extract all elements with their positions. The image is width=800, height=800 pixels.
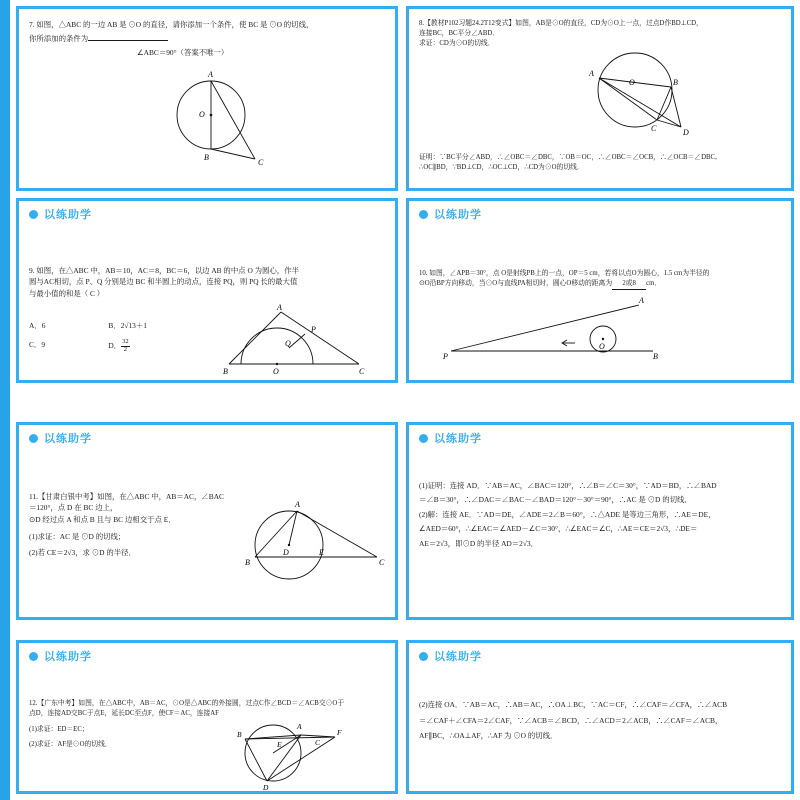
slide-12-header (19, 643, 92, 669)
bullet-icon (419, 210, 428, 219)
slide-11-body (19, 485, 234, 562)
slide-12-line-1: 12.【广东中考】如图，在△ABC中，AB＝AC，⊙O是△ABC的外接圆，过点C作∠BCD＝∠ACB交⊙O于 (29, 700, 345, 707)
slide-11-line-2: ⊙D 经过点 A 和点 B 且与 BC 边相交于点 E． (29, 514, 176, 524)
slide-11-line-1: 11.【甘肃白银中考】如图，在△ABC 中，AB＝AC，∠BAC＝120°，点 D 在 BC 边上， (29, 492, 224, 513)
svg-text:B: B (204, 153, 209, 162)
slide-11-line-4: (2)若 CE＝2√3，求 ⊙D 的半径． (29, 547, 136, 557)
slide-7-figure (159, 67, 299, 179)
slide-12a-header (409, 643, 482, 669)
left-blue-spine (0, 0, 10, 800)
slide-9-line-3: 与最小值的和是（ C ） (29, 288, 105, 298)
slide-11a-header (409, 425, 482, 451)
slide-9-body (19, 259, 395, 303)
slide-9[interactable] (16, 198, 398, 383)
slide-8-proof (409, 147, 791, 177)
slide-9-line-1: 9. 如图，在△ABC 中，AB＝10，AC＝8，BC＝6，以边 AB 的中点 O 为圆心，作半 (29, 266, 299, 275)
slide-11a-body (409, 473, 791, 555)
header-label: 以练助学 (434, 209, 482, 221)
answer-line-2: ＝∠B＝30°，∴∠DAC＝∠BAC－∠BAD＝120°－30°＝90°，∴AC 是 ⊙D 的切线． (419, 495, 692, 505)
answer-line-5: AE＝2√3，即⊙D 的半径 AD＝2√3． (419, 538, 538, 548)
bullet-icon (29, 210, 38, 219)
slide-11-figure (237, 493, 392, 593)
svg-text:B: B (673, 78, 678, 87)
slide-10-header (409, 201, 482, 227)
answer-line-4: ∠AED＝60°，∴∠EAC＝∠AED－∠C＝30°，∴∠EAC＝∠C，∴AE＝CE＝2√3，∴DE＝ (419, 524, 698, 534)
slide-8-line-3: 求证：CD为⊙O的切线． (419, 40, 495, 48)
svg-text:D: D (683, 128, 689, 137)
slide-12-line-2: 点D，连接AD交BC于点E，延长DC至点F，使CF＝AC，连接AF (29, 710, 219, 718)
svg-text:O: O (629, 78, 635, 87)
option-a[interactable]: A．6 (29, 321, 46, 330)
svg-text:E: E (277, 740, 282, 749)
bullet-icon (29, 652, 38, 661)
slide-10-answer: 2或8 (612, 279, 646, 290)
header-label: 以练助学 (434, 433, 482, 445)
slide-7-line-1: 7. 如图，△ABC 的一边 AB 是 ⊙O 的直径，请你添加一个条件，使 BC 是 ⊙O 的切线， (29, 20, 314, 29)
slide-11-line-3: (1)求证：AC 是 ⊙D 的切线； (29, 532, 126, 542)
svg-text:P: P (311, 325, 316, 334)
slide-9-line-2: 圆与AC相切，点 P、Q 分别是边 BC 和半圆上的动点，连接 PQ，则 PQ 长的最大值 (29, 277, 298, 287)
header-label: 以练助学 (44, 651, 92, 663)
slide-7-line-2: 你所添加的条件为 (29, 34, 89, 44)
svg-text:C: C (359, 367, 365, 376)
slide-10-line-2: ⊙O沿BP方向移动，当⊙O与直线PA相切时，圆心O移动的距离为 2或8 cm． (419, 279, 781, 290)
answer-line-3: (2)解：连接 AE．∵AD＝DE，∠ADE＝2∠B＝60°，∴△ADE 是等边三角形，∴AE＝DE， (419, 509, 716, 519)
svg-text:O: O (199, 110, 205, 119)
svg-text:A: A (277, 303, 282, 312)
slide-10-line-1: 10. 如图，∠APB＝30°，点 O是射线PB上的一点，OP＝5 cm，若将以点O为圆心，1.5 cm为半径的 (419, 270, 710, 277)
svg-text:A: A (639, 296, 644, 305)
option-b[interactable]: B．2√13＋1 (108, 321, 147, 330)
slides-grid (10, 0, 800, 800)
slide-11[interactable] (16, 422, 398, 620)
slide-9-figure (219, 303, 379, 378)
slide-12-figure (215, 711, 375, 793)
svg-text:C: C (651, 124, 657, 133)
answer-line-1: (1)证明：连接 AD．∵AB＝AC，∠BAC＝120°，∴∠B＝∠C＝30°，∵AD＝BD，∴∠BAD (419, 481, 717, 490)
slide-10-body (409, 263, 791, 294)
answer-line-3: AF∥BC，∴OA⊥AF，∴AF 为 ⊙O 的切线． (419, 731, 558, 741)
svg-text:A: A (297, 722, 302, 731)
slide-9-header (19, 201, 92, 227)
svg-text:C: C (379, 558, 385, 567)
slide-8-proof-line-1: 证明：∵BC平分∠ABD，∴∠OBC＝∠DBC，∵OB＝OC，∴∠OBC＝∠OCB，∴∠OCB＝∠DBC, (419, 154, 717, 161)
option-c[interactable]: C．9 (29, 340, 46, 350)
slide-11-header (19, 425, 92, 451)
slide-12[interactable] (16, 640, 398, 794)
slide-12a-body (409, 691, 791, 748)
svg-text:D: D (263, 783, 269, 792)
slide-10-figure (443, 296, 683, 361)
slide-12-line-4: (2)求证：AF是⊙O的切线． (29, 740, 112, 748)
svg-text:B: B (223, 367, 228, 376)
svg-text:B: B (653, 352, 658, 361)
svg-text:P: P (443, 352, 448, 361)
svg-text:E: E (319, 548, 324, 557)
svg-text:Q: Q (285, 339, 291, 348)
slide-7-answer: ∠ABC＝90°（答案不唯一） (137, 47, 229, 57)
header-label: 以练助学 (434, 651, 482, 663)
slide-12-answer[interactable] (406, 640, 794, 794)
svg-text:A: A (295, 500, 300, 509)
slide-8-proof-line-2: ∴OC∥BD，∵BD⊥CD，∴OC⊥CD，∴CD为⊙O的切线． (419, 164, 584, 172)
slide-9-options (19, 314, 204, 358)
header-label: 以练助学 (44, 433, 92, 445)
answer-line-2: ＝∠CAF＋∠CFA＝2∠CAF，∵∠ACB＝∠BCD，∴∠ACD＝2∠ACB，∴∠CAF＝∠ACB， (419, 715, 723, 725)
slide-8[interactable] (406, 6, 794, 191)
bullet-icon (29, 434, 38, 443)
svg-text:B: B (245, 558, 250, 567)
bullet-icon (419, 434, 428, 443)
svg-text:B: B (237, 730, 242, 739)
svg-text:F: F (337, 728, 342, 737)
slide-8-line-1: 8.【教材P102习题24.2T12变式】如图，AB是⊙O的直径，CD为⊙O上一点，过点D作BD⊥CD， (419, 20, 703, 27)
bullet-icon (419, 652, 428, 661)
svg-text:A: A (589, 69, 594, 78)
slide-8-line-2: 连接BC，BC平分∠ABD． (419, 30, 500, 38)
svg-text:C: C (258, 158, 264, 167)
slide-8-figure (573, 45, 723, 145)
svg-text:O: O (273, 367, 279, 376)
svg-text:D: D (283, 548, 289, 557)
svg-text:C: C (315, 738, 321, 747)
answer-blank (88, 32, 168, 41)
slide-12-line-3: (1)求证：ED＝EC； (29, 726, 89, 734)
slide-7-body (19, 13, 395, 62)
slide-10[interactable] (406, 198, 794, 383)
slide-11-answer[interactable] (406, 422, 794, 620)
svg-text:A: A (208, 70, 213, 79)
slide-7[interactable] (16, 6, 398, 191)
svg-text:O: O (599, 342, 605, 351)
option-d[interactable]: D． $\frac{32}{2}$ (108, 338, 129, 354)
answer-line-1: (2)连接 OA．∵AB＝AC，∴AB＝AC，∴OA⊥BC，∵AC＝CF，∴∠CAF＝∠CFA，∴∠ACB (419, 700, 728, 709)
header-label: 以练助学 (44, 209, 92, 221)
